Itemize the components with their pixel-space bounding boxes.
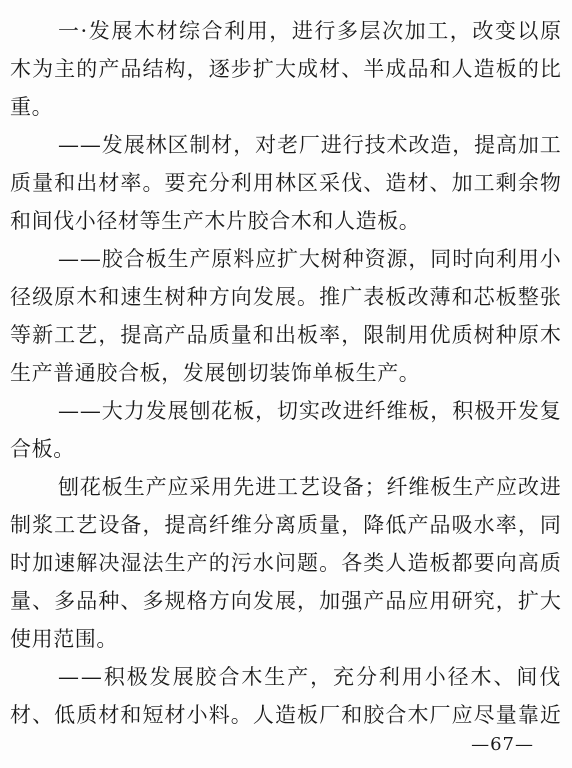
- text-line: 时加速解决湿法生产的污水问题。各类人造板都要向高质: [10, 551, 562, 575]
- text-line: 生产普通胶合板，发展刨切装饰单板生产。: [10, 361, 421, 385]
- text-line: 径级原木和速生树种方向发展。推广表板改薄和芯板整张: [10, 285, 562, 309]
- text-line: ——发展林区制材，对老厂进行技术改造，提高加工: [58, 133, 562, 157]
- text-line: 和间伐小径材等生产木片胶合木和人造板。: [10, 209, 421, 233]
- text-line: 木为主的产品结构，逐步扩大成材、半成品和人造板的比: [10, 57, 562, 81]
- text-line: ——积极发展胶合木生产，充分利用小径木、间伐: [58, 665, 563, 689]
- page-number: —67—: [471, 734, 534, 755]
- text-line: ——胶合板生产原料应扩大树种资源，同时向利用小: [58, 247, 562, 271]
- text-line: 重。: [10, 95, 54, 119]
- text-line: 合板。: [10, 437, 75, 461]
- text-line: 材、低质材和短材小料。人造板厂和胶合木厂应尽量靠近: [10, 703, 562, 727]
- text-line: 一·发展木材综合利用，进行多层次加工，改变以原: [58, 19, 563, 43]
- text-line: 刨花板生产应采用先进工艺设备；纤维板生产应改进: [58, 475, 562, 499]
- text-line: 等新工艺，提高产品质量和出板率，限制用优质树种原木: [10, 323, 562, 347]
- text-line: 量、多品种、多规格方向发展，加强产品应用研究，扩大: [10, 589, 562, 613]
- text-line: 质量和出材率。要充分利用林区采伐、造材、加工剩余物: [10, 171, 562, 195]
- text-line: ——大力发展刨花板，切实改进纤维板，积极开发复: [58, 399, 562, 423]
- text-line: 使用范围。: [10, 627, 118, 651]
- text-line: 制浆工艺设备，提高纤维分离质量，降低产品吸水率，同: [10, 513, 562, 537]
